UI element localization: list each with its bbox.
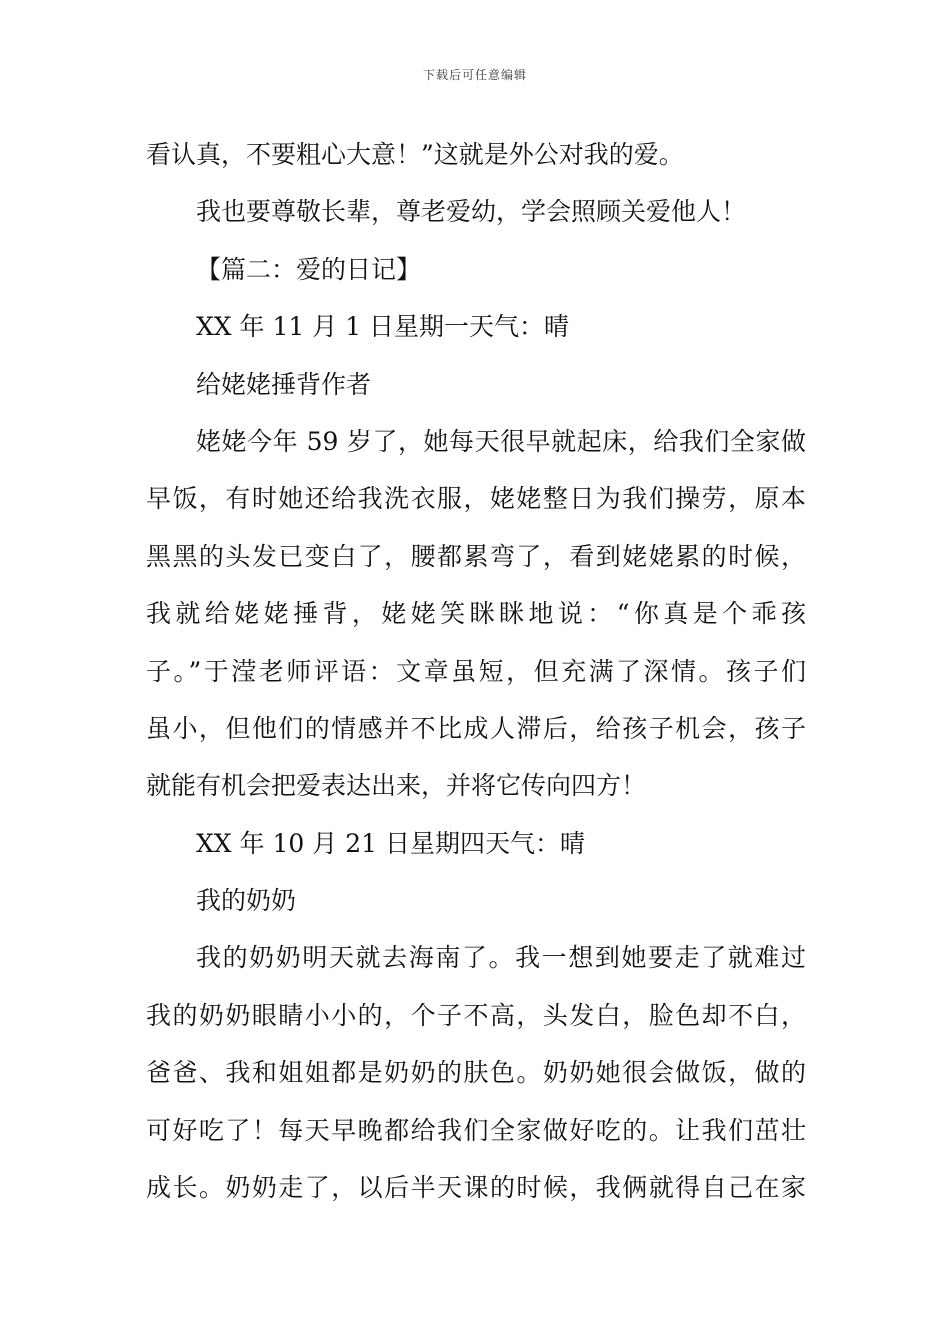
- text-line: 黑黑的头发已变白了，腰都累弯了，看到姥姥累的时候，: [146, 541, 806, 571]
- text-line: 我的奶奶眼睛小小的，个子不高，头发白，脸色却不白，: [146, 1000, 806, 1030]
- text-line: 成长。奶奶走了，以后半天课的时候，我俩就得自己在家: [146, 1173, 806, 1203]
- diary-title: 我的奶奶: [196, 886, 297, 916]
- text-line: 虽小，但他们的情感并不比成人滞后，给孩子机会，孩子: [146, 713, 806, 743]
- text-line: 子。”于滢老师评语：文章虽短，但充满了深情。孩子们: [146, 656, 806, 686]
- text-line: 我的奶奶明天就去海南了。我一想到她要走了就难过: [196, 943, 806, 973]
- diary-title: 给姥姥捶背作者: [196, 369, 372, 399]
- text-line: 就能有机会把爱表达出来，并将它传向四方！: [146, 771, 647, 801]
- text-line: 可好吃了！每天早晚都给我们全家做好吃的。让我们茁壮: [146, 1115, 806, 1145]
- diary-date: XX 年 10 月 21 日星期四天气：晴: [196, 828, 585, 858]
- document-body: [146, 126, 806, 1216]
- text-line: 我也要尊敬长辈，尊老爱幼，学会照顾关爱他人！: [196, 197, 747, 227]
- diary-date: XX 年 11 月 1 日星期一天气：晴: [196, 312, 570, 342]
- text-line: 姥姥今年 59 岁了，她每天很早就起床，给我们全家做: [196, 426, 806, 456]
- text-line: 早饭，有时她还给我洗衣服，姥姥整日为我们操劳，原本: [146, 484, 806, 514]
- text-line: 看认真，不要粗心大意！”这就是外公对我的爱。: [146, 140, 684, 169]
- text-line: 我就给姥姥捶背，姥姥笑眯眯地说：“你真是个乖孩: [146, 599, 806, 629]
- section-title: 【篇二：爱的日记】: [196, 254, 422, 284]
- text-line: 爸爸、我和姐姐都是奶奶的肤色。奶奶她很会做饭，做的: [146, 1058, 806, 1088]
- page-header: 下载后可任意编辑: [422, 68, 527, 82]
